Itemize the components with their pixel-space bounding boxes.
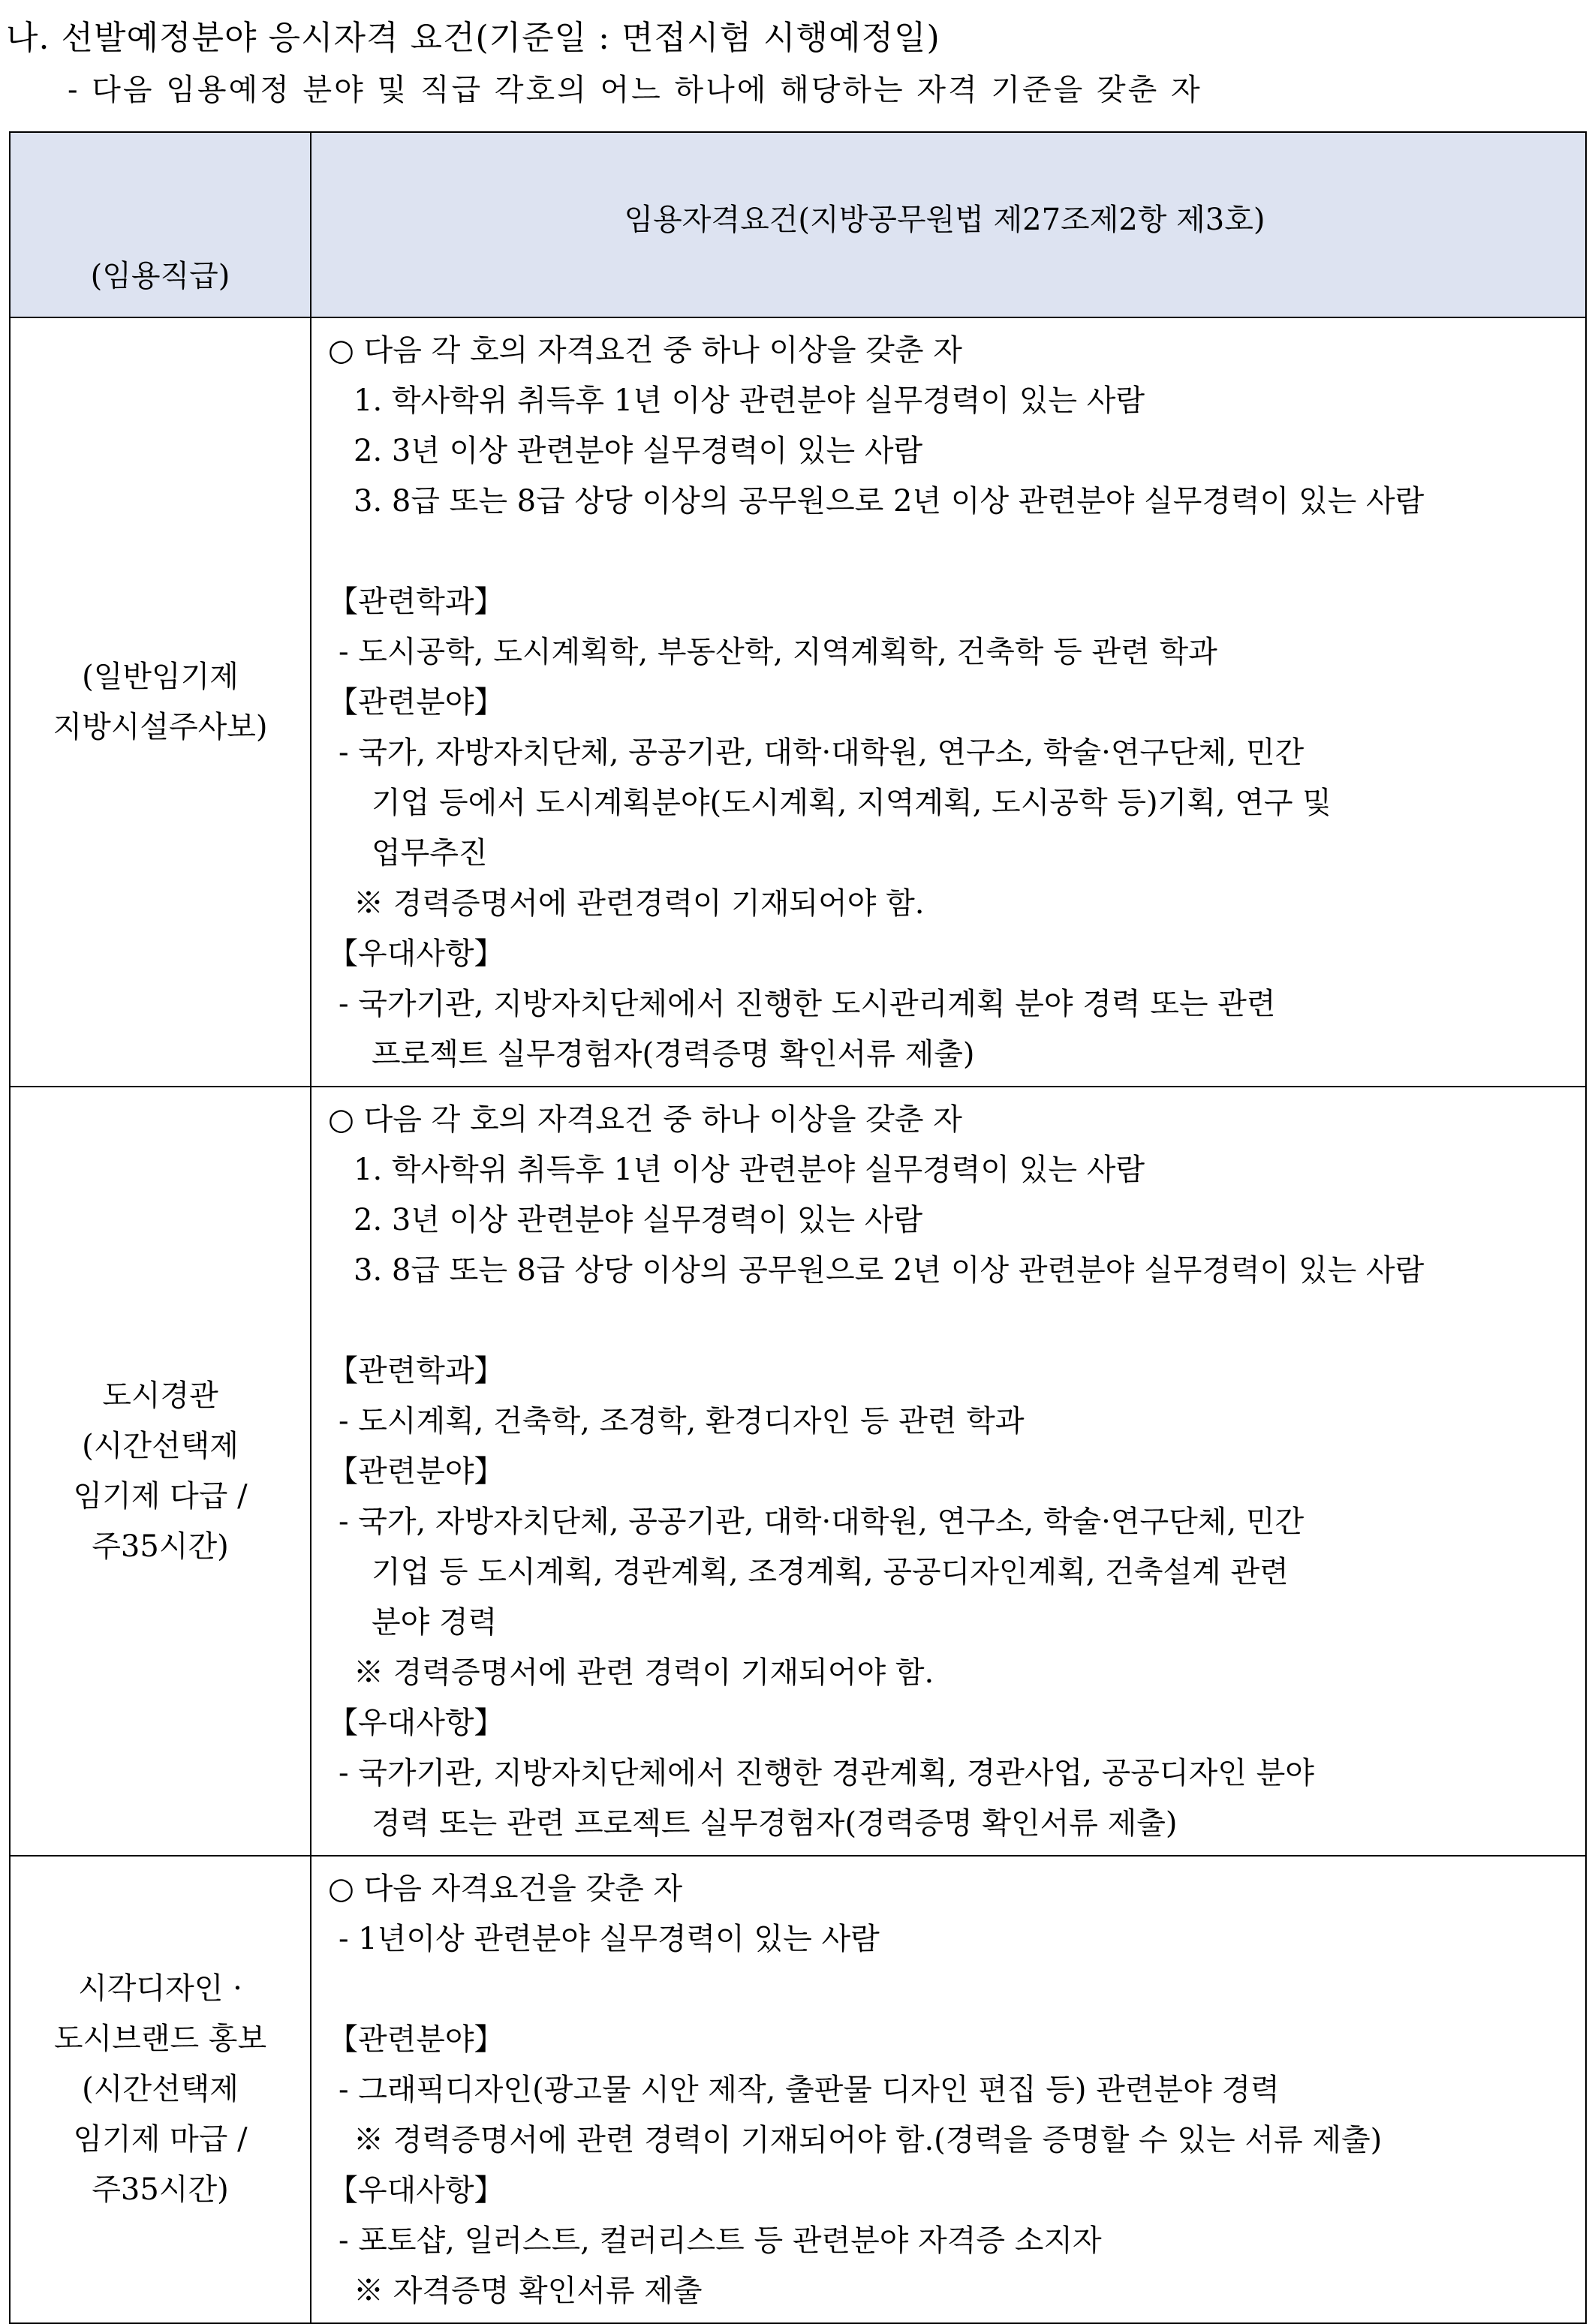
requirement-line: - 포토샵, 일러스트, 컬러리스트 등 관련분야 자격증 소지자: [339, 2223, 1102, 2258]
requirement-line: 업무추진: [372, 836, 488, 870]
requirement-line: 1. 학사학위 취득후 1년 이상 관련분야 실무경력이 있는 사람: [354, 1153, 1145, 1187]
requirement-line: - 국가기관, 지방자치단체에서 진행한 도시관리계획 분야 경력 또는 관련: [339, 987, 1276, 1021]
rank-line: 주35시간): [92, 1529, 229, 1564]
rank-line: 도시경관: [102, 1378, 218, 1413]
requirement-line: 3. 8급 또는 8급 상당 이상의 공무원으로 2년 이상 관련분야 실무경력이 있는 사람: [354, 1253, 1425, 1288]
header-requirements-cell: [311, 132, 1586, 317]
requirement-line: - 국가기관, 지방자치단체에서 진행한 경관계획, 경관사업, 공공디자인 분야: [339, 1756, 1314, 1790]
rank-line: 임기제 마급 /: [73, 2122, 248, 2157]
rank-line: (시간선택제: [82, 1428, 239, 1463]
table-row: [10, 1087, 1586, 1856]
requirement-line: ※ 자격증명 확인서류 제출: [354, 2274, 703, 2308]
requirement-line: - 국가, 자방자치단체, 공공기관, 대학·대학원, 연구소, 학술·연구단체, 민간: [339, 735, 1305, 770]
requirement-line: ○ 다음 각 호의 자격요건 중 하나 이상을 갖춘 자: [328, 1102, 962, 1137]
requirement-line: 【우대사항】: [328, 937, 504, 971]
requirement-line: - 도시계획, 건축학, 조경학, 환경디자인 등 관련 학과: [339, 1404, 1025, 1439]
requirement-line: 【관련분야】: [328, 2022, 504, 2057]
requirement-line: 【관련분야】: [328, 685, 504, 720]
section-subtitle: - 다음 임용예정 분야 및 직급 각호의 어느 하나에 해당하는 자격 기준을 갖춘 자: [68, 73, 1202, 107]
table-row: [10, 317, 1586, 1087]
requirement-line: - 도시공학, 도시계획학, 부동산학, 지역계획학, 건축학 등 관련 학과: [339, 635, 1217, 669]
header-rank-cell: [10, 132, 311, 317]
requirements-cell: [311, 1087, 1586, 1856]
section-title: 나. 선발예정분야 응시자격 요건(기준일 : 면접시험 시행예정일): [6, 19, 940, 57]
rank-line: 지방시설주사보): [53, 709, 268, 744]
requirement-line: 【우대사항】: [328, 2173, 504, 2208]
requirement-line: - 1년이상 관련분야 실무경력이 있는 사람: [339, 1922, 880, 1956]
requirement-line: ※ 경력증명서에 관련경력이 기재되어야 함.: [354, 886, 925, 921]
rank-line: 임기제 다급 /: [73, 1478, 248, 1514]
requirement-line: 기업 등 도시계획, 경관계획, 조경계획, 공공디자인계획, 건축설계 관련: [372, 1555, 1289, 1589]
requirement-line: ○ 다음 자격요건을 갖춘 자: [328, 1872, 683, 1906]
table-header-row: [10, 132, 1586, 317]
requirement-line: 기업 등에서 도시계획분야(도시계획, 지역계획, 도시공학 등)기획, 연구 및: [372, 786, 1332, 820]
spacer: [328, 1296, 1578, 1346]
table-row: [10, 1856, 1586, 2323]
requirements-cell: [311, 317, 1586, 1087]
header-requirements-label: 임용자격요건(지방공무원법 제27조제2항 제3호): [624, 203, 1265, 237]
rank-line: (시간선택제: [82, 2072, 239, 2106]
requirement-line: - 국가, 자방자치단체, 공공기관, 대학·대학원, 연구소, 학술·연구단체, 민간: [339, 1505, 1305, 1539]
requirement-line: 3. 8급 또는 8급 상당 이상의 공무원으로 2년 이상 관련분야 실무경력이 있는 사람: [354, 484, 1425, 519]
requirement-line: 【관련학과】: [328, 1354, 504, 1388]
requirement-line: - 그래픽디자인(광고물 시안 제작, 출판물 디자인 편집 등) 관련분야 경력: [339, 2073, 1280, 2107]
requirement-line: ※ 경력증명서에 관련 경력이 기재되어야 함.(경력을 증명할 수 있는 서류 제출): [354, 2123, 1383, 2157]
requirement-line: 1. 학사학위 취득후 1년 이상 관련분야 실무경력이 있는 사람: [354, 383, 1145, 418]
rank-line: 주35시간): [92, 2172, 229, 2207]
requirement-line: 분야 경력: [372, 1605, 498, 1640]
spacer: [328, 527, 1578, 577]
rank-cell: [10, 1087, 311, 1856]
rank-cell: [10, 317, 311, 1087]
requirement-line: 프로젝트 실무경험자(경력증명 확인서류 제출): [372, 1037, 975, 1072]
rank-line: 시각디자인 ·: [78, 1971, 242, 2006]
requirements-cell: [311, 1856, 1586, 2323]
rank-line: 도시브랜드 홍보: [53, 2022, 267, 2056]
requirement-line: 【관련학과】: [328, 585, 504, 619]
requirement-line: 경력 또는 관련 프로젝트 실무경험자(경력증명 확인서류 제출): [372, 1806, 1178, 1841]
header-rank-label: (임용직급): [90, 259, 230, 293]
rank-cell: [10, 1856, 311, 2323]
requirement-line: 2. 3년 이상 관련분야 실무경력이 있는 사람: [354, 434, 923, 468]
requirement-line: 【관련분야】: [328, 1454, 504, 1489]
qualification-table: [9, 131, 1587, 2324]
spacer: [328, 1965, 1578, 2015]
rank-line: (일반임기제: [82, 659, 239, 694]
requirement-line: ※ 경력증명서에 관련 경력이 기재되어야 함.: [354, 1655, 934, 1690]
requirement-line: 2. 3년 이상 관련분야 실무경력이 있는 사람: [354, 1203, 923, 1237]
requirement-line: ○ 다음 각 호의 자격요건 중 하나 이상을 갖춘 자: [328, 333, 962, 368]
requirement-line: 【우대사항】: [328, 1706, 504, 1740]
